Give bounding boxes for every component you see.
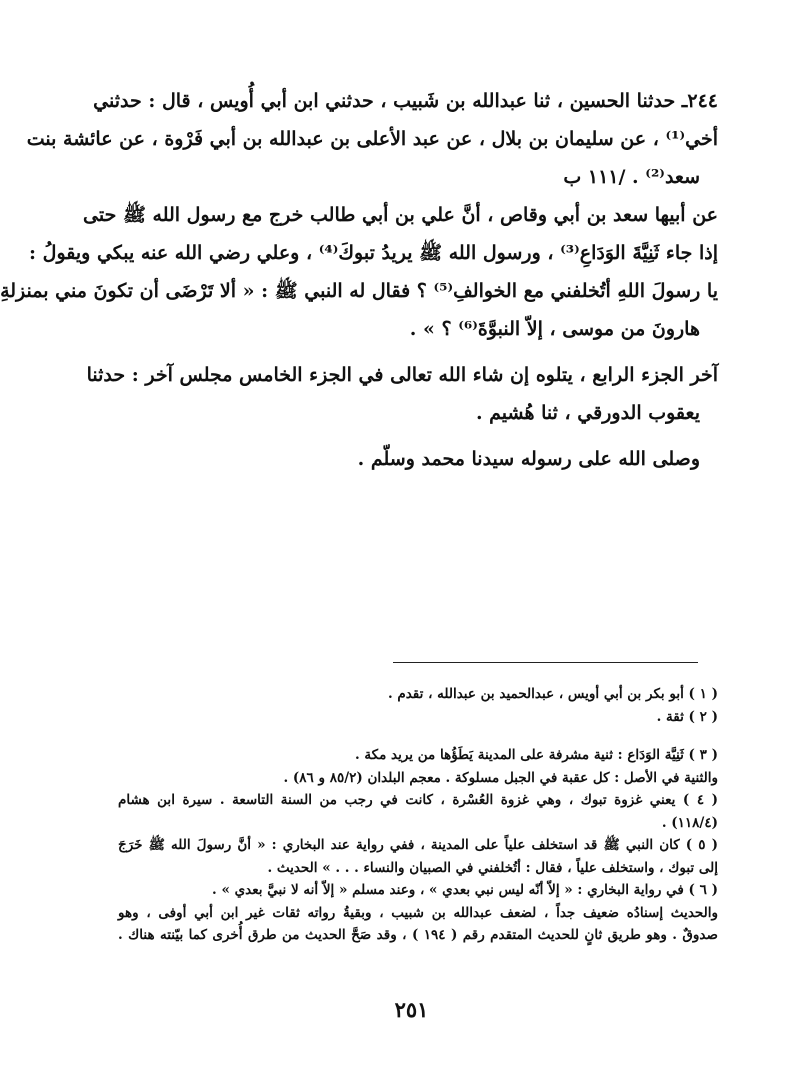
- footnote-line: والحديث إسنادُه ضعيف جداً ، لضعف عبدالله بن شبيب ، وبقيةُ رواته ثقات غير ابن أبي أوفى ، وهو: [118, 904, 718, 921]
- main-line: إذا جاء ثَنِيَّةَ الوَدَاعِ⁽³⁾ ، ورسول الله ﷺ يريدُ تبوكَ⁽⁴⁾ ، وعلي رضي الله عنه يبكي ويقولُ :: [29, 242, 718, 264]
- footnote-line: والثنية في الأصل : كل عقبة في الجبل مسلوكة . معجم البلدان (٨٥/٢ و ٨٦) .: [283, 769, 718, 786]
- footnote-line: ( ٥ ) كان النبي ﷺ قد استخلف علياً على المدينة ، ففي رواية عند البخاري : « أنَّ رسولَ الله ﷺ خَرَجَ: [118, 837, 718, 853]
- main-line: يا رسولَ اللهِ أتُخلفني مع الخوالفِ⁽⁵⁾ ؟ فقال له النبي ﷺ : « ألا تَرْضَى أن تكونَ مني بمنزلةِ: [0, 280, 718, 302]
- page-number: ٢٥١: [394, 997, 429, 1022]
- footnote-line: ( ٣ ) ثَنِيَّة الوَدَاع : ثنية مشرفة على المدينة يَطَؤُها من يريد مكة .: [354, 747, 718, 763]
- main-line: أخي⁽¹⁾ ، عن سليمان بن بلال ، عن عبد الأعلى بن عبدالله بن أبي فَرْوة ، عن عائشة بنت: [26, 128, 718, 150]
- footnote-line: (١١٨/٤) .: [661, 814, 718, 831]
- main-line: ٢٤٤ـ حدثنا الحسين ، ثنا عبدالله بن شَبيب ، حدثني ابن أبي أُويس ، قال : حدثني: [93, 90, 718, 112]
- footnote-line: ( ١ ) أبو بكر بن أبي أويس ، عبدالحميد بن عبدالله ، تقدم .: [387, 686, 718, 702]
- colophon-line: آخر الجزء الرابع ، يتلوه إن شاء الله تعالى في الجزء الخامس مجلس آخر : حدثنا: [86, 364, 718, 386]
- main-line: هارونَ من موسى ، إلاّ النبوَّةَ⁽⁶⁾ ؟ » .: [409, 318, 700, 340]
- colophon-line: يعقوب الدورقي ، ثنا هُشيم .: [475, 402, 700, 424]
- footnote-line: ( ٢ ) ثقة .: [656, 708, 718, 725]
- footnote-line: إلى تبوك ، واستخلف علياً ، فقال : أتُخلفني في الصبيان والنساء . . . » الحديث .: [267, 859, 718, 876]
- closing-line: وصلى الله على رسوله سيدنا محمد وسلّم .: [357, 448, 700, 470]
- main-text: [0, 82, 718, 478]
- footnote-line: ( ٦ ) في رواية البخاري : « إلاّ أنّه ليس نبي بعدي » ، وعند مسلم « إلاّ أنه لا نبيَّ بعدي » .: [212, 882, 718, 898]
- footnote-line: ( ٤ ) يعني غزوة تبوك ، وهي غزوة العُسْرة ، كانت في رجب من السنة التاسعة . سيرة ابن هشام: [118, 792, 718, 808]
- footnote-line: صدوقٌ . وهو طريق ثانٍ للحديث المتقدم رقم ( ١٩٤ ) ، وقد صَحَّ الحديث من طرق أُخرى كما بيّنته هناك .: [118, 927, 718, 943]
- footnotes: [118, 683, 718, 947]
- footnote-divider: [393, 662, 698, 663]
- main-line: سعد⁽²⁾ . /١١١ ب: [563, 166, 700, 188]
- main-line: عن أبيها سعد بن أبي وقاص ، أنَّ علي بن أبي طالب خرج مع رسول الله ﷺ حتى: [83, 204, 718, 226]
